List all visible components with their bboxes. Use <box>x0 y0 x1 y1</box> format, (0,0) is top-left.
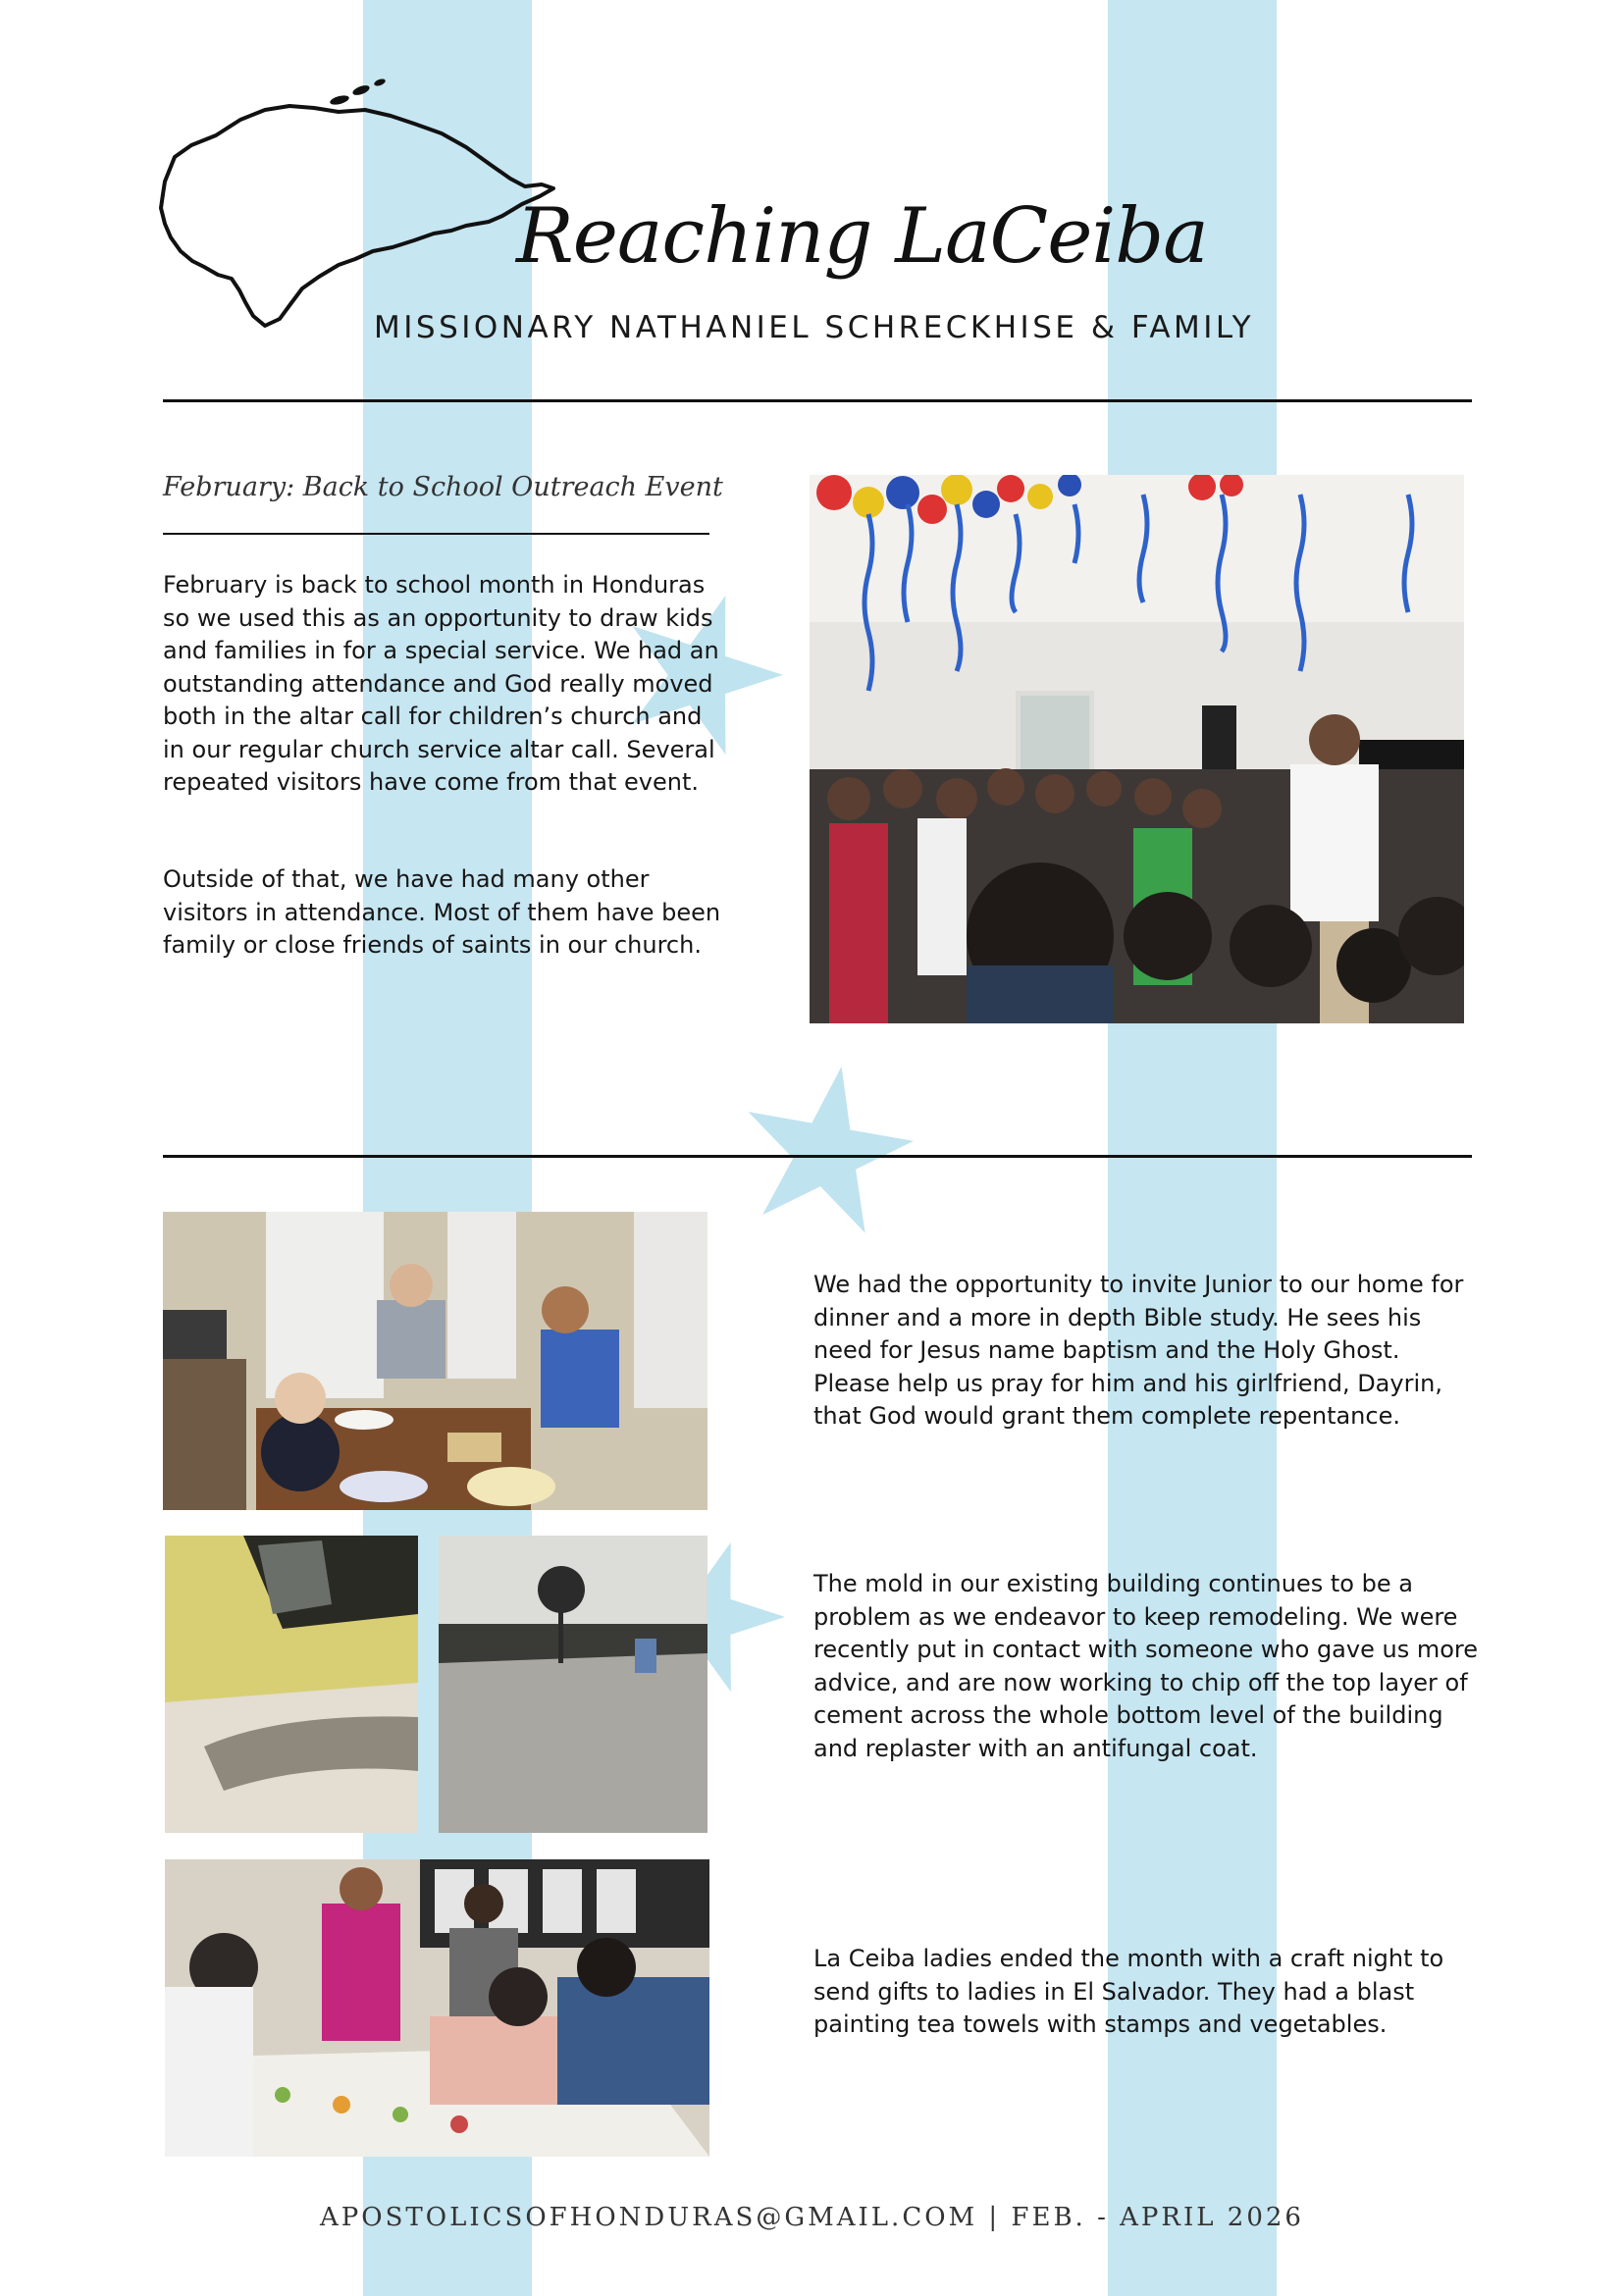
divider <box>163 399 1472 402</box>
star-icon <box>738 1063 915 1244</box>
divider <box>163 1155 1472 1158</box>
page-title: Reaching LaCeiba <box>516 192 1208 281</box>
section-heading: February: Back to School Outreach Event <box>163 472 723 502</box>
junior-update-text: We had the opportunity to invite Junior to our home for dinner and a more in depth Bible study. He sees his need for Jesus name baptism and the Holy Ghost. Please help us pray for him and his girlfriend, Dayrin, that God would grant them complete repentance. <box>813 1271 1464 1430</box>
outreach-event-photo <box>810 475 1464 1023</box>
mold-update-text: The mold in our existing building continues to be a problem as we endeavor to keep remodeling. We were recently put in contact with someone who gave us more advice, and are now working to chip off the top layer of cement across the whole bottom level of the building and replaster with an antifungal coat. <box>813 1570 1478 1762</box>
visitors-paragraph: Outside of that, we have had many other visitors in attendance. Most of them have been family or close friends of saints in our church. <box>163 865 721 959</box>
footer-contact: APOSTOLICSOFHONDURAS@GMAIL.COM | FEB. - APRIL 2026 <box>320 2203 1304 2232</box>
cement-floor-photo <box>439 1536 707 1833</box>
outreach-paragraph: February is back to school month in Honduras so we used this as an opportunity to draw kids and families in for a special service. We had an outstanding attendance and God really moved both in the altar call for children’s church and in our regular church service altar call. Several repeated visitors have come from that event. <box>163 571 719 796</box>
divider <box>163 533 709 535</box>
page-subtitle: MISSIONARY NATHANIEL SCHRECKHISE & FAMILY <box>374 310 1255 345</box>
dinner-bible-study-photo <box>163 1212 707 1510</box>
mold-wall-photo <box>165 1536 418 1833</box>
craft-night-text: La Ceiba ladies ended the month with a craft night to send gifts to ladies in El Salvador. They had a blast painting tea towels with stamps and vegetables. <box>813 1945 1444 2038</box>
craft-night-photo <box>165 1859 709 2157</box>
